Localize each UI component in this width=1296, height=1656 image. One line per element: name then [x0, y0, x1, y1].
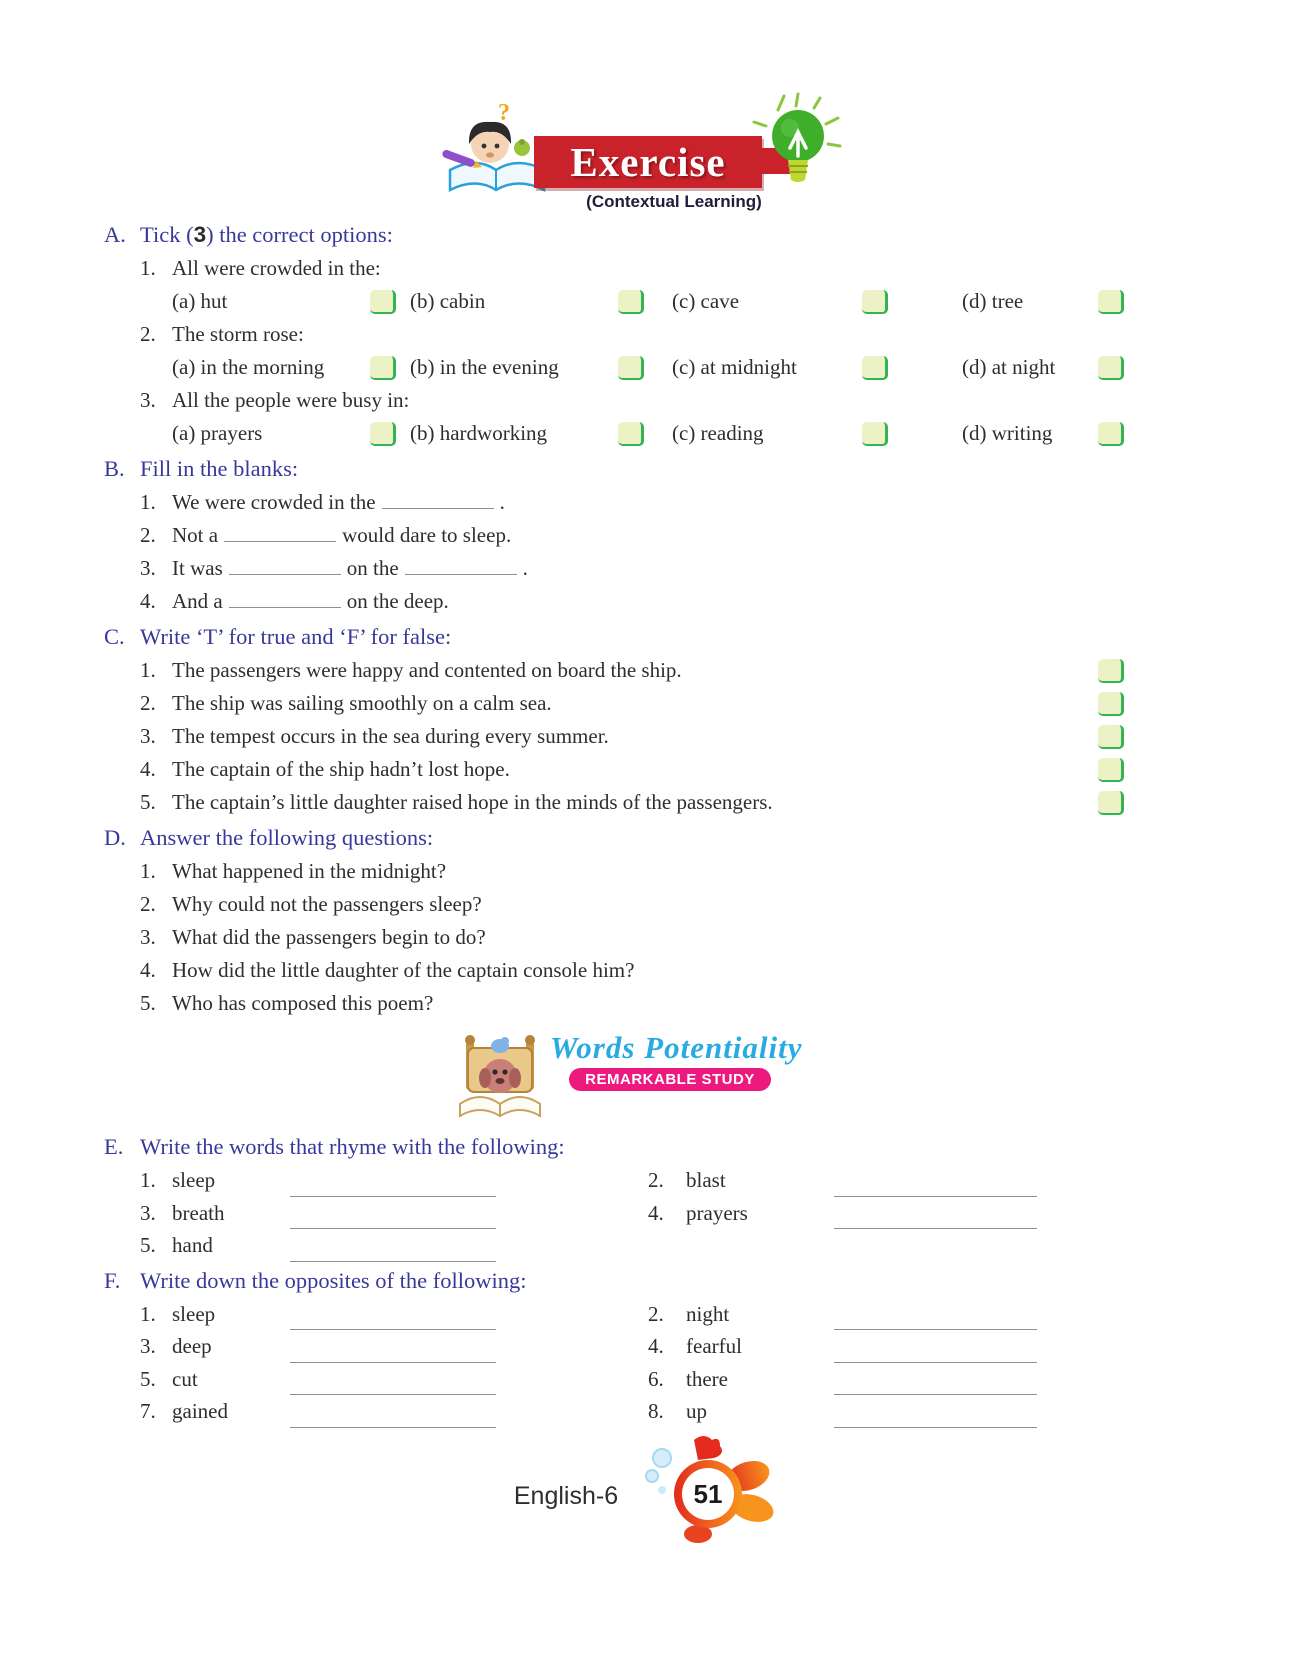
answer-line[interactable]: [834, 1339, 1037, 1363]
question-text: How did the little daughter of the captain console him?: [172, 958, 635, 982]
tick-glyph: 3: [193, 222, 207, 247]
option-c: [672, 417, 962, 450]
item-number: 8.: [648, 1399, 664, 1423]
option-label: (a) in the morning: [172, 355, 325, 379]
word: fearful: [686, 1334, 742, 1358]
answer-line[interactable]: [290, 1371, 496, 1395]
answer-line[interactable]: [290, 1173, 496, 1197]
item-number: 3.: [140, 724, 156, 748]
answer-line[interactable]: [834, 1306, 1037, 1330]
option-a: [172, 417, 410, 450]
true-false-item: [140, 720, 1124, 753]
blank-line[interactable]: [224, 524, 336, 542]
item-text: on the deep.: [346, 589, 449, 613]
option-label: (c) at midnight: [672, 355, 797, 379]
item-number: 2.: [140, 523, 156, 547]
question-text: All the people were busy in:: [172, 388, 410, 412]
section-e-title: Write the words that rhyme with the following:: [140, 1134, 565, 1159]
true-false-item: [140, 654, 1124, 687]
option-checkbox[interactable]: [618, 290, 644, 314]
item-text: .: [522, 556, 528, 580]
answer-line[interactable]: [290, 1339, 496, 1363]
question-item: [140, 987, 1124, 1020]
option-label: (a) prayers: [172, 421, 263, 445]
exercise-banner: [438, 92, 868, 210]
mcq-options: [172, 351, 1124, 384]
option-d: [962, 417, 1124, 450]
item-number: 7.: [140, 1399, 156, 1423]
tf-answer-box[interactable]: [1098, 659, 1124, 683]
option-label: (d) tree: [962, 289, 1024, 313]
item-number: 5.: [140, 1366, 156, 1391]
option-c: [672, 285, 962, 318]
section-letter: C.: [104, 624, 125, 649]
option-b: [410, 417, 672, 450]
option-checkbox[interactable]: [370, 290, 396, 314]
item-number: 6.: [648, 1366, 664, 1391]
mcq-question: [140, 318, 1124, 351]
option-checkbox[interactable]: [1098, 422, 1124, 446]
item-number: 2.: [140, 892, 156, 916]
item-number: 1.: [140, 859, 156, 883]
option-checkbox[interactable]: [1098, 290, 1124, 314]
option-label: (b) hardworking: [410, 421, 548, 445]
section-d-header: [104, 821, 1124, 855]
question-item: [140, 855, 1124, 888]
answer-line[interactable]: [290, 1205, 496, 1229]
exercise-title: Exercise: [570, 139, 726, 185]
option-label: (d) at night: [962, 355, 1056, 379]
item-text: on the: [346, 556, 399, 580]
section-a-title-post: ) the correct options:: [206, 222, 393, 247]
mcq-question: [140, 384, 1124, 417]
statement-text: The ship was sailing smoothly on a calm sea.: [172, 691, 552, 715]
section-letter: E.: [104, 1134, 124, 1159]
section-letter: D.: [104, 825, 126, 850]
fill-blank-item: [140, 552, 1124, 585]
question-text: All were crowded in the:: [172, 256, 381, 280]
word: sleep: [172, 1168, 216, 1192]
section-letter: A.: [104, 222, 126, 247]
word: deep: [172, 1334, 212, 1358]
section-letter: B.: [104, 456, 125, 481]
option-label: (b) in the evening: [410, 355, 559, 379]
question-text: What did the passengers begin to do?: [172, 925, 486, 949]
item-text: It was: [172, 556, 223, 580]
option-b: [410, 351, 672, 384]
page-footer: [0, 1418, 1296, 1558]
option-checkbox[interactable]: [618, 422, 644, 446]
option-d: [962, 351, 1124, 384]
item-text: And a: [172, 589, 223, 613]
tf-answer-box[interactable]: [1098, 692, 1124, 716]
dog-reading-in-bed-illustration: [452, 1032, 548, 1129]
item-text: Not a: [172, 523, 219, 547]
section-letter: F.: [104, 1267, 121, 1293]
answer-line[interactable]: [290, 1306, 496, 1330]
item-text: would dare to sleep.: [342, 523, 512, 547]
question-item: [140, 888, 1124, 921]
item-number: 2.: [140, 691, 156, 715]
option-label: (b) cabin: [410, 289, 486, 313]
item-number: 3.: [140, 1200, 156, 1225]
answer-line[interactable]: [834, 1173, 1037, 1197]
section-a-title-pre: Tick (: [140, 222, 194, 247]
item-number: 1.: [140, 490, 156, 514]
option-d: [962, 285, 1124, 318]
option-checkbox[interactable]: [370, 422, 396, 446]
question-text: What happened in the midnight?: [172, 859, 447, 883]
question-text: The storm rose:: [172, 322, 304, 346]
word: gained: [172, 1399, 228, 1423]
answer-line[interactable]: [290, 1238, 496, 1262]
item-number: 1.: [140, 1168, 156, 1192]
option-a: [172, 351, 410, 384]
section-b-title: Fill in the blanks:: [140, 456, 299, 481]
statement-text: The passengers were happy and contented on board the ship.: [172, 658, 682, 682]
fill-blank-item: [140, 486, 1124, 519]
mcq-question: [140, 252, 1124, 285]
item-number: 3.: [140, 556, 156, 580]
item-text: .: [499, 490, 505, 514]
book-label: English-6: [513, 1481, 619, 1510]
answer-line[interactable]: [834, 1371, 1037, 1395]
item-number: 4.: [648, 1200, 664, 1225]
item-number: 1.: [140, 658, 156, 682]
words-potentiality-title: Words Potentiality: [550, 1030, 803, 1065]
word: up: [686, 1399, 707, 1423]
option-checkbox[interactable]: [862, 422, 888, 446]
mcq-options: [172, 285, 1124, 318]
item-number: 3.: [140, 1334, 156, 1358]
option-c: [672, 351, 962, 384]
word: cut: [172, 1366, 198, 1391]
true-false-item: [140, 687, 1124, 720]
section-b-header: [104, 452, 1124, 486]
question-item: [140, 921, 1124, 954]
item-number: 5.: [140, 790, 156, 814]
word: prayers: [686, 1200, 748, 1225]
page-number: 51: [693, 1479, 723, 1509]
section-c-title: Write ‘T’ for true and ‘F’ for false:: [140, 624, 452, 649]
fish-page-number-blob: [632, 1428, 782, 1548]
question-item: [140, 954, 1124, 987]
section-f-title: Write down the opposites of the following:: [140, 1267, 527, 1293]
svg-text:?: ?: [498, 100, 510, 126]
word: hand: [172, 1233, 213, 1257]
statement-text: The captain’s little daughter raised hope in the minds of the passengers.: [172, 790, 773, 814]
true-false-item: [140, 753, 1124, 786]
question-number: 1.: [140, 256, 156, 280]
option-label: (c) reading: [672, 421, 764, 445]
tf-answer-box[interactable]: [1098, 725, 1124, 749]
lightbulb-icon: [726, 92, 846, 201]
banner-subtitle: (Contextual Learning): [586, 192, 762, 211]
option-checkbox[interactable]: [862, 356, 888, 380]
question-number: 2.: [140, 322, 156, 346]
word: sleep: [172, 1301, 216, 1326]
blank-line[interactable]: [405, 557, 517, 575]
option-label: (c) cave: [672, 289, 740, 313]
word: there: [686, 1366, 728, 1391]
blank-line[interactable]: [382, 491, 494, 509]
word: night: [686, 1301, 730, 1326]
option-label: (d) writing: [962, 421, 1053, 445]
option-label: (a) hut: [172, 289, 228, 313]
item-number: 4.: [648, 1334, 664, 1358]
item-number: 3.: [140, 925, 156, 949]
option-checkbox[interactable]: [862, 290, 888, 314]
fill-blank-item: [140, 585, 1124, 618]
section-e-header: [104, 1130, 1124, 1164]
opposites-row: [140, 1298, 1124, 1331]
rhyme-row: [140, 1164, 1124, 1197]
item-number: 2.: [648, 1168, 664, 1192]
option-b: [410, 285, 672, 318]
answer-line[interactable]: [834, 1205, 1037, 1229]
statement-text: The captain of the ship hadn’t lost hope.: [172, 757, 510, 781]
item-number: 4.: [140, 958, 156, 982]
question-text: Why could not the passengers sleep?: [172, 892, 482, 916]
section-c-header: [104, 620, 1124, 654]
question-text: Who has composed this poem?: [172, 991, 434, 1015]
option-checkbox[interactable]: [618, 356, 644, 380]
item-number: 5.: [140, 1233, 156, 1257]
tf-answer-box[interactable]: [1098, 758, 1124, 782]
mcq-options: [172, 417, 1124, 450]
word: breath: [172, 1200, 225, 1225]
remarkable-study-badge: REMARKABLE STUDY: [569, 1068, 771, 1091]
option-a: [172, 285, 410, 318]
word: blast: [686, 1168, 726, 1192]
item-text: We were crowded in the: [172, 490, 376, 514]
fill-blank-item: [140, 519, 1124, 552]
rhyme-row: [140, 1197, 1124, 1230]
tf-answer-box[interactable]: [1098, 791, 1124, 815]
item-number: 4.: [140, 589, 156, 613]
option-checkbox[interactable]: [1098, 356, 1124, 380]
words-potentiality-band: [104, 1028, 1124, 1128]
blank-line[interactable]: [229, 590, 341, 608]
item-number: 2.: [648, 1301, 664, 1326]
rhyme-row: [140, 1229, 1124, 1262]
option-checkbox[interactable]: [370, 356, 396, 380]
opposites-row: [140, 1363, 1124, 1396]
item-number: 4.: [140, 757, 156, 781]
section-d-title: Answer the following questions:: [140, 825, 434, 850]
statement-text: The tempest occurs in the sea during every summer.: [172, 724, 609, 748]
true-false-item: [140, 786, 1124, 819]
item-number: 1.: [140, 1301, 156, 1326]
blank-line[interactable]: [229, 557, 341, 575]
section-a-header: [104, 218, 1124, 252]
question-number: 3.: [140, 388, 156, 412]
opposites-row: [140, 1330, 1124, 1363]
section-f-header: [104, 1264, 1124, 1298]
item-number: 5.: [140, 991, 156, 1015]
